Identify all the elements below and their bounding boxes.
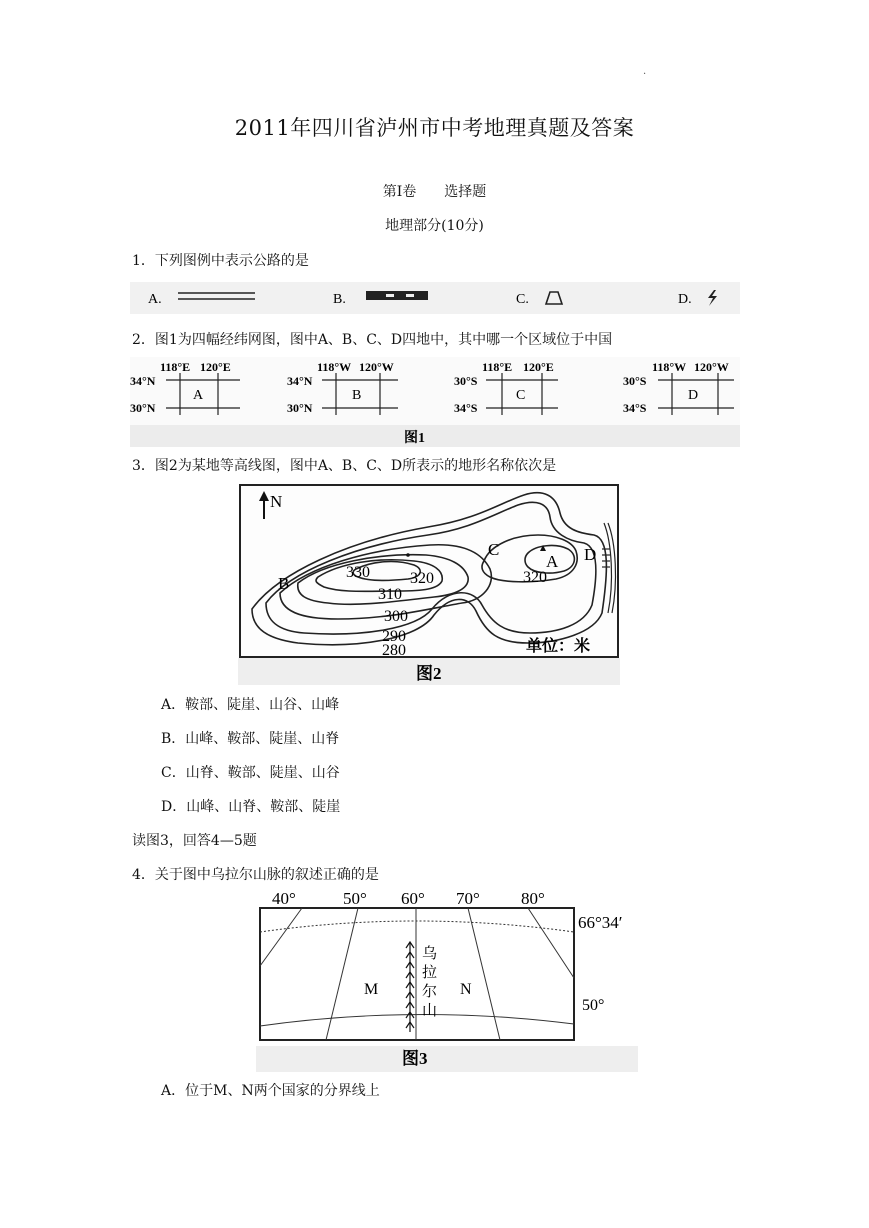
mountain-char-4: 山 [422, 1003, 438, 1019]
lat-66-34: 66°34′ [578, 913, 623, 932]
option-d-label: D. [678, 292, 692, 307]
panel-c-lon1: 118°E [482, 360, 513, 374]
region-n-label: N [460, 981, 472, 998]
question-3: 3．图2为某地等高线图，图中A、B、C、D所表示的地形名称依次是 [132, 458, 557, 474]
panel-a-lon2: 120°E [200, 360, 231, 374]
panel-b-lat-top: 34°N [287, 374, 313, 388]
figure-3-caption: 图3 [402, 1049, 428, 1068]
unit-label: 单位：米 [526, 638, 591, 655]
panel-d-lon1: 118°W [652, 360, 687, 374]
panel-a-label: A [193, 388, 204, 403]
contour-320-right: 320 [523, 569, 547, 586]
panel-b-lon2: 120°W [359, 360, 394, 374]
panel-d-label: D [688, 388, 699, 403]
contour-280: 280 [382, 642, 406, 659]
read-figure-3-instruction: 读图3，回答4—5题 [132, 833, 257, 849]
q4-option-a: A．位于M、N两个国家的分界线上 [161, 1083, 380, 1099]
option-a-label: A. [148, 292, 162, 307]
option-b-label: B. [333, 292, 346, 307]
q3-option-b: B．山峰、鞍部、陡崖、山脊 [161, 731, 340, 747]
panel-a-lat-bottom: 30°N [130, 401, 156, 415]
q3-option-d: D．山峰、山脊、鞍部、陡崖 [161, 799, 341, 815]
lon-70: 70° [456, 889, 480, 908]
panel-d-lon2: 120°W [694, 360, 729, 374]
mountain-char-3: 尔 [422, 984, 438, 1000]
page-marker: . [643, 66, 647, 77]
figure-2-contour-map [238, 483, 620, 685]
contour-320-left: 320 [410, 570, 434, 587]
question-2: 2．图1为四幅经纬网图，图中A、B、C、D四地中，其中哪一个区域位于中国 [132, 332, 613, 348]
label-a: A [546, 552, 559, 571]
q3-option-c: C．山脊、鞍部、陡崖、山谷 [161, 765, 340, 781]
question-1: 1．下列图例中表示公路的是 [132, 253, 309, 269]
section-heading: 第Ⅰ卷 选择题 [382, 184, 487, 200]
mountain-char-1: 乌 [422, 946, 438, 962]
panel-b-lat-bottom: 30°N [287, 401, 313, 415]
figure-3-map [256, 886, 638, 1072]
label-d: D [584, 545, 597, 564]
lon-50: 50° [343, 889, 367, 908]
panel-c-lat-top: 30°S [454, 374, 478, 388]
lon-40: 40° [272, 889, 296, 908]
panel-a-lon1: 118°E [160, 360, 191, 374]
panel-c-label: C [516, 388, 526, 403]
lon-80: 80° [521, 889, 545, 908]
option-c-label: C. [516, 292, 529, 307]
label-c: C [488, 540, 500, 559]
north-label: N [270, 492, 283, 511]
panel-a-lat-top: 34°N [130, 374, 156, 388]
q3-option-a: A．鞍部、陡崖、山谷、山峰 [161, 697, 340, 713]
mountain-char-2: 拉 [422, 965, 438, 981]
contour-290: 290 [382, 628, 406, 645]
contour-300: 300 [384, 608, 408, 625]
subsection-heading: 地理部分(10分) [385, 218, 484, 234]
panel-c-lon2: 120°E [523, 360, 554, 374]
contour-310: 310 [378, 586, 402, 603]
panel-d-lat-bottom: 34°S [623, 401, 647, 415]
question-4: 4．关于图中乌拉尔山脉的叙述正确的是 [132, 867, 379, 883]
legend-options-figure [130, 282, 740, 314]
contour-330: 330 [346, 564, 370, 581]
lat-50: 50° [582, 997, 605, 1014]
lon-60: 60° [401, 889, 425, 908]
figure-1-caption: 图1 [404, 431, 425, 446]
figure-1-graticule [130, 357, 740, 447]
panel-b-lon1: 118°W [317, 360, 352, 374]
panel-d-lat-top: 30°S [623, 374, 647, 388]
page-title: 2011年四川省泸州市中考地理真题及答案 [234, 116, 635, 140]
region-m-label: M [364, 981, 379, 998]
label-b: B [278, 574, 290, 593]
figure-2-caption: 图2 [416, 664, 442, 683]
panel-b-label: B [352, 388, 362, 403]
panel-c-lat-bottom: 34°S [454, 401, 478, 415]
